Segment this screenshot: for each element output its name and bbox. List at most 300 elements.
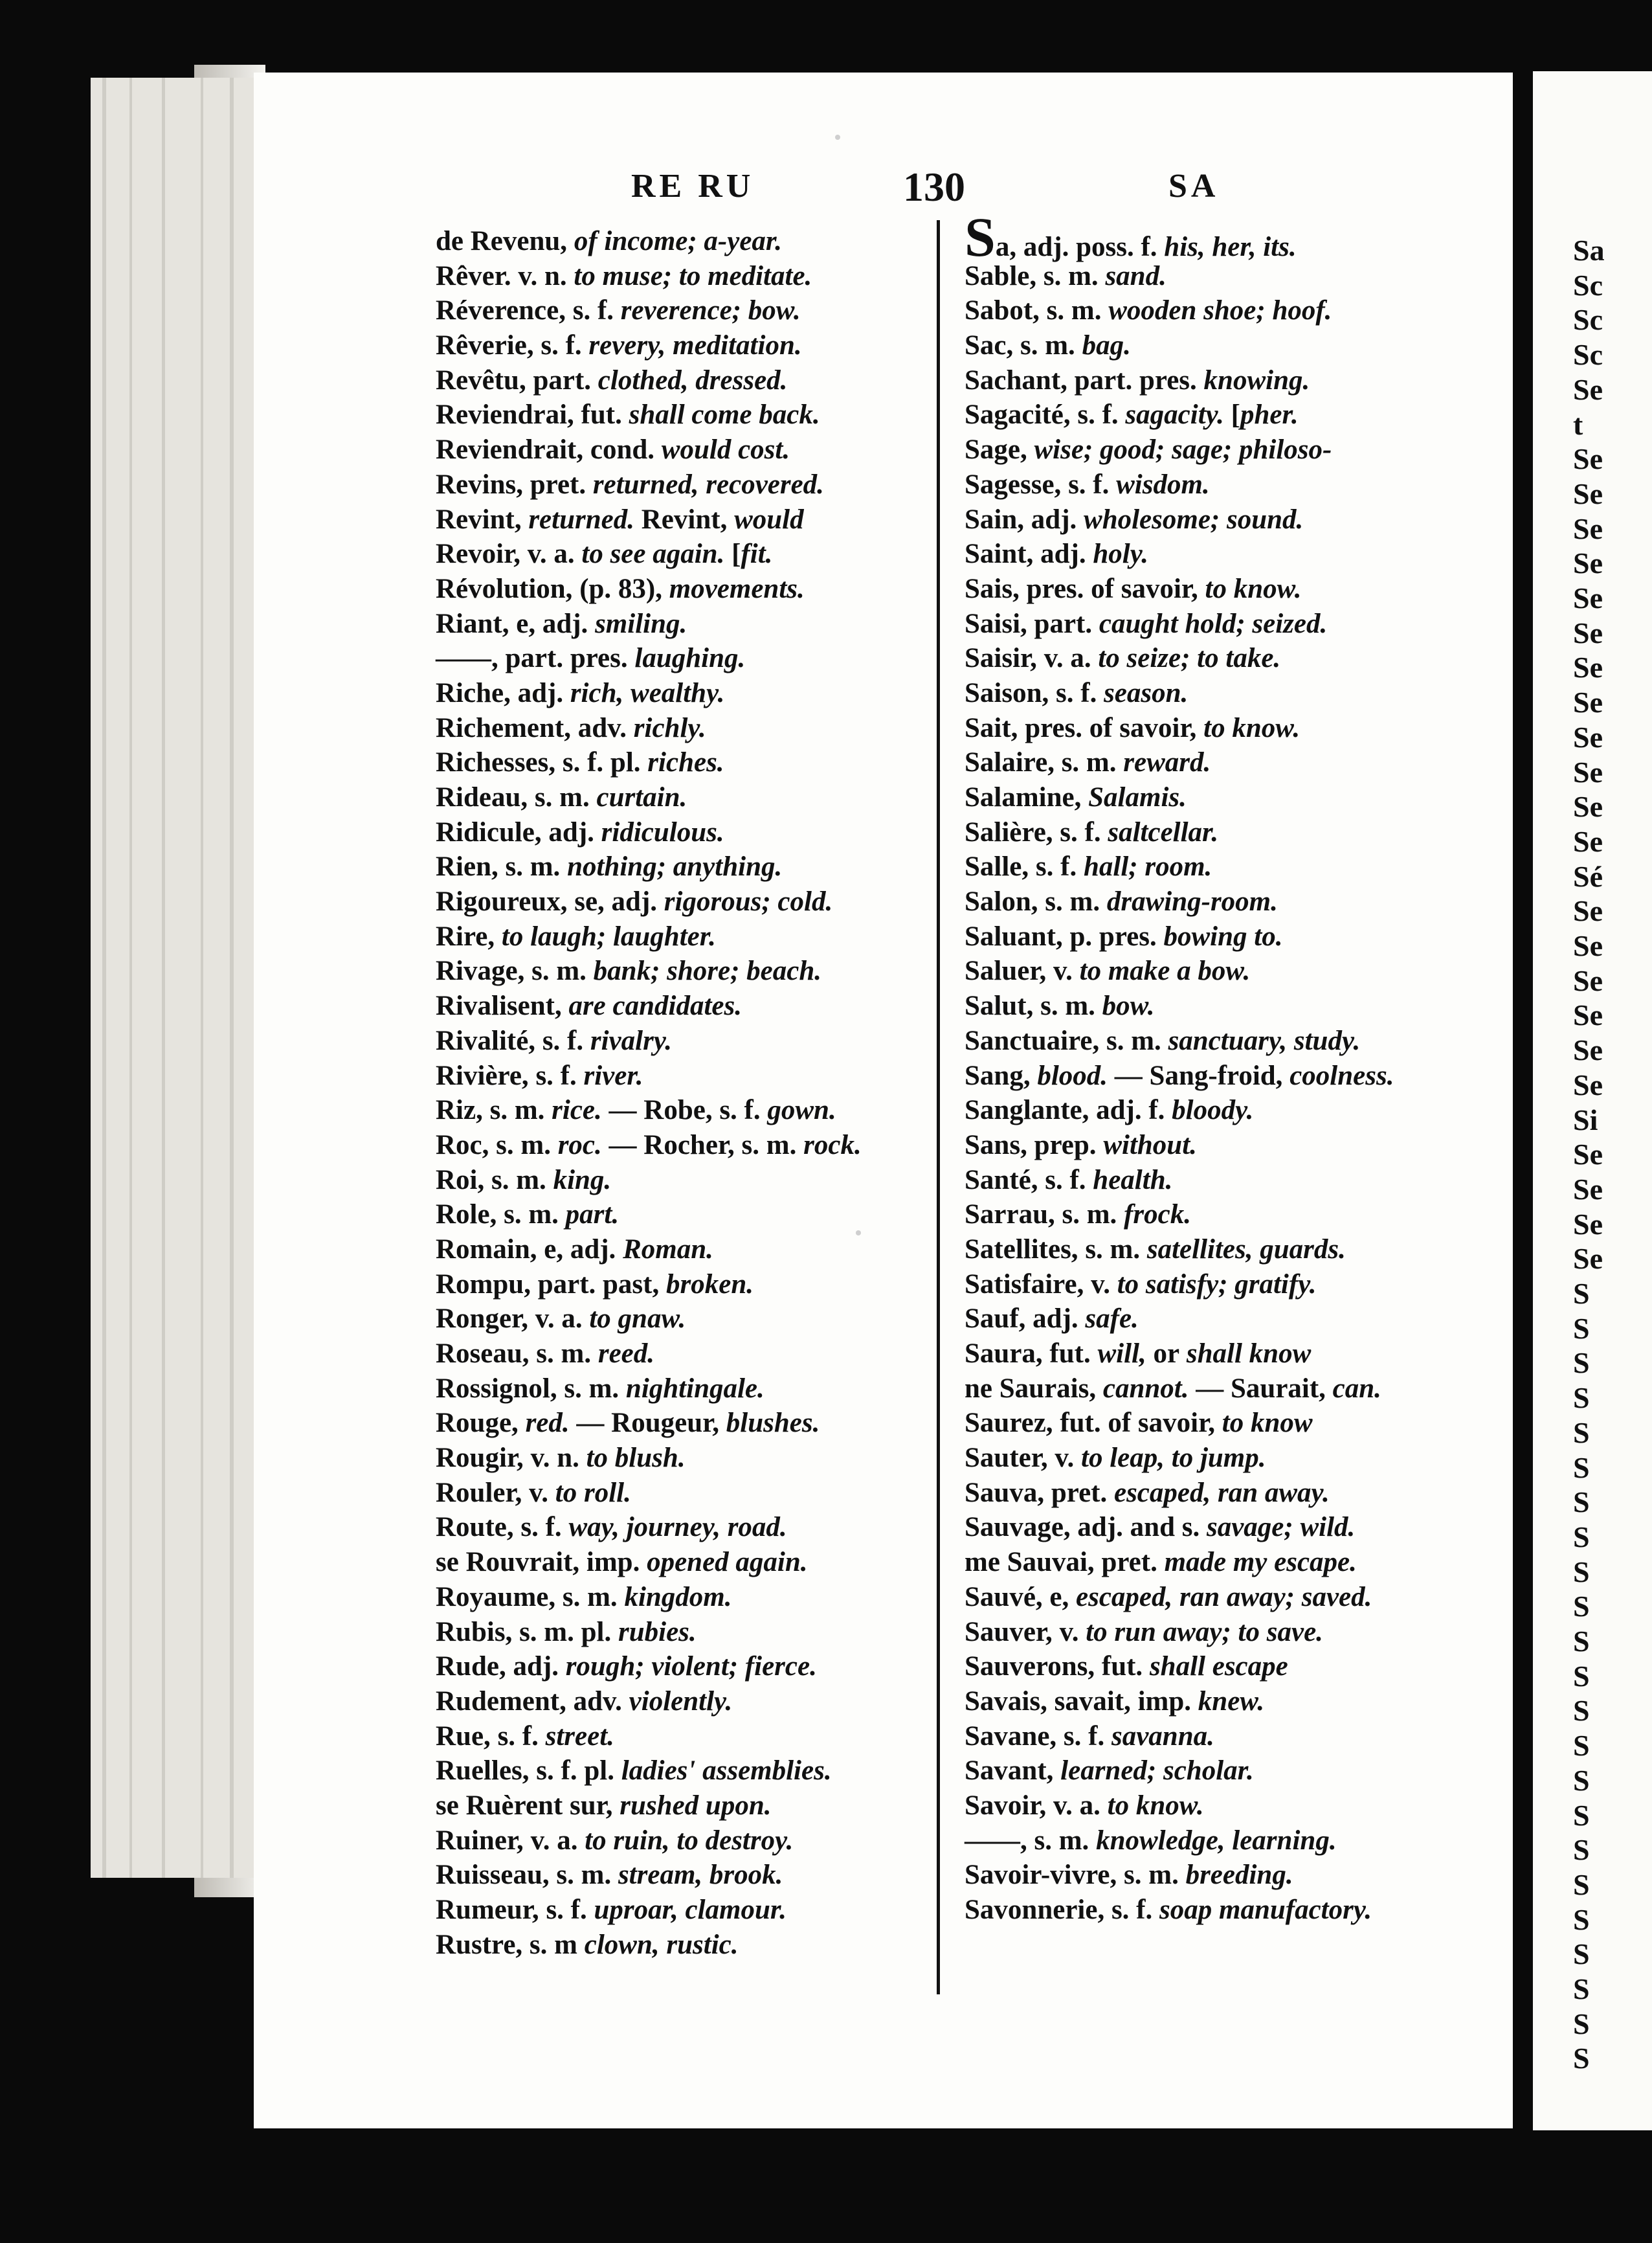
translation: nothing; anything. <box>567 851 783 883</box>
left-column <box>436 224 934 1962</box>
left-column-entry <box>436 328 934 363</box>
translation: to know. <box>1203 712 1300 743</box>
translation: drawing-room. <box>1106 886 1278 918</box>
grammar-note: e, adj. <box>516 608 596 639</box>
grammar-note: s. m. <box>1061 747 1124 778</box>
left-column-entry <box>436 224 934 259</box>
right-column-entry <box>965 780 1463 815</box>
headword: Sable, <box>965 260 1044 291</box>
right-column-entry <box>965 1510 1463 1545</box>
headword-extra: — Saurait, <box>1189 1373 1326 1404</box>
facing-page-fragment: S <box>1573 1798 1590 1832</box>
translation: cannot. <box>1102 1373 1189 1404</box>
headword: Reviendrai, <box>436 400 581 431</box>
headword: Saurez, <box>965 1408 1060 1439</box>
translation: escaped, ran away. <box>1113 1477 1330 1508</box>
facing-page-fragment: S <box>1573 1659 1590 1693</box>
headword: Sarrau, <box>965 1199 1062 1230</box>
right-column-entry <box>965 1580 1463 1615</box>
grammar-note: part. pres. <box>505 643 635 674</box>
right-column-entry <box>965 989 1463 1024</box>
headword-extra: — Robe, s. f. <box>601 1095 761 1126</box>
left-column-entry <box>436 1371 934 1406</box>
grammar-note: s. f. <box>1035 851 1084 883</box>
headword: Sauver, <box>965 1616 1060 1647</box>
translation: ladies' assemblies. <box>621 1755 832 1787</box>
translation: without. <box>1103 1129 1197 1160</box>
left-column-entry <box>436 1545 934 1580</box>
headword: Rivage, <box>436 956 532 987</box>
facing-page-fragment: S <box>1573 1450 1590 1484</box>
headword: Sanglante, <box>965 1095 1097 1126</box>
grammar-note: pret. <box>1051 1477 1114 1508</box>
headword: Salière, <box>965 817 1060 848</box>
facing-page-fragment: S <box>1573 1902 1590 1936</box>
left-column-entry <box>436 954 934 989</box>
grammar-note: pres. of savoir, <box>1026 573 1205 604</box>
translation: returned, recovered. <box>592 469 824 500</box>
headword: Saison, <box>965 677 1056 708</box>
translation: frock. <box>1124 1199 1191 1230</box>
right-column-entry <box>965 1302 1463 1336</box>
headword: Riant, <box>436 608 517 639</box>
translation: would cost. <box>661 434 790 466</box>
headword: Saluer, <box>965 956 1053 987</box>
translation: uproar, clamour. <box>594 1895 787 1925</box>
translation: to laugh; laughter. <box>501 921 716 952</box>
left-column-entry <box>436 502 934 537</box>
headword: Sait, <box>965 712 1025 743</box>
left-column-entry <box>436 1197 934 1232</box>
headword: Saura, <box>965 1338 1050 1369</box>
grammar-note: s. m. <box>491 1164 553 1195</box>
translation: holy. <box>1093 539 1148 570</box>
grammar-note: part. pres. <box>1074 365 1204 396</box>
grammar-note: s. f. <box>1056 677 1104 708</box>
grammar-note: fut. <box>1101 1651 1150 1682</box>
translation: sand. <box>1105 260 1166 291</box>
headword: ——, <box>965 1825 1034 1856</box>
headword: Saluant, <box>965 921 1070 952</box>
left-column-entry <box>436 363 934 398</box>
translation: rushed upon. <box>620 1790 772 1821</box>
left-column-entry <box>436 850 934 885</box>
headword: Roi, <box>436 1164 491 1195</box>
translation: smiling. <box>595 608 687 639</box>
translation: soap manufactory. <box>1159 1895 1372 1925</box>
right-column-entry <box>965 1197 1463 1232</box>
headword: Rouge, <box>436 1408 526 1439</box>
right-column-entry <box>965 1406 1463 1441</box>
translation: savage; wild. <box>1206 1512 1356 1543</box>
grammar-note: adj. <box>1031 504 1084 535</box>
translation: revery, meditation. <box>588 330 802 361</box>
translation: roc. <box>557 1129 602 1160</box>
headword: Salon, <box>965 886 1045 918</box>
facing-page-fragment: Se <box>1573 512 1603 545</box>
right-column-entry <box>965 398 1463 433</box>
headword: Saint, <box>965 539 1041 570</box>
headword: Rustre, <box>436 1929 530 1960</box>
grammar-note: s. f. <box>497 1720 546 1752</box>
grammar-note: s. m. <box>1034 1825 1097 1856</box>
right-column-entry <box>965 537 1463 572</box>
headword: Sain, <box>965 504 1031 535</box>
right-column-entry <box>965 1684 1463 1719</box>
headword: Sans, <box>965 1129 1034 1160</box>
translation: to roll. <box>555 1477 631 1508</box>
translation: clothed, dressed. <box>597 365 788 396</box>
headword: Royaume, <box>436 1581 563 1612</box>
right-column-entry <box>965 1719 1463 1754</box>
headword: Rivalisent, <box>436 991 569 1022</box>
headword: Rue, <box>436 1720 498 1752</box>
left-column-entry <box>436 1858 934 1893</box>
right-column-entry <box>965 363 1463 398</box>
grammar-note: adj. <box>513 1651 566 1682</box>
translation: sagacity. <box>1125 400 1224 431</box>
grammar-note: fut. <box>581 400 629 431</box>
facing-page-fragment: Sa <box>1573 234 1605 267</box>
facing-page-fragment: Se <box>1573 1138 1603 1171</box>
right-column-entry <box>965 1059 1463 1094</box>
headword: Salle, <box>965 851 1036 883</box>
grammar-note: adj. and s. <box>1077 1512 1207 1543</box>
translation: stream, brook. <box>618 1860 783 1891</box>
left-column-entry <box>436 1510 934 1545</box>
column-divider <box>937 220 940 1994</box>
left-column-entry <box>436 1580 934 1615</box>
translation: to satisfy; gratify. <box>1117 1268 1317 1300</box>
book-page-edges <box>91 78 259 1878</box>
facing-page-fragment: Sc <box>1573 303 1603 337</box>
grammar-note: fut. of savoir, <box>1060 1408 1222 1439</box>
facing-page-fragment: Se <box>1573 1172 1603 1206</box>
left-column-entry <box>436 1928 934 1963</box>
translation: bag. <box>1082 330 1131 361</box>
grammar-note: imp. <box>586 1547 647 1578</box>
translation: learned; scholar. <box>1060 1755 1254 1787</box>
grammar-note: v. <box>529 1477 555 1508</box>
translation: rich, wealthy. <box>570 677 725 708</box>
translation: wholesome; sound. <box>1084 504 1304 535</box>
translation: reed. <box>597 1338 655 1369</box>
grammar-note: s. m. <box>1046 295 1109 326</box>
grammar-note: s. f. <box>1060 817 1108 848</box>
headword: Ronger, <box>436 1303 535 1335</box>
translation: his, her, its. <box>1164 232 1297 262</box>
headword: Rêverie, <box>436 330 541 361</box>
grammar-note: s. m. <box>536 1338 598 1369</box>
translation: bow. <box>1102 991 1155 1022</box>
headword: Saisir, <box>965 643 1044 674</box>
left-column-entry <box>436 293 934 328</box>
grammar-note: s. f. pl. <box>536 1755 621 1787</box>
facing-page-fragment: Se <box>1573 755 1603 789</box>
headword-extra: — Sang-froid, <box>1108 1060 1283 1091</box>
translation: kingdom. <box>624 1581 732 1612</box>
grammar-note: s. f. <box>1111 1895 1160 1925</box>
translation: opened again. <box>647 1547 808 1578</box>
headword: Route, <box>436 1512 521 1543</box>
left-column-entry <box>436 537 934 572</box>
grammar-note: pret. <box>530 469 593 500</box>
grammar-note: s. m. <box>1020 330 1082 361</box>
headword: Salut, <box>965 991 1041 1022</box>
translation: savanna. <box>1111 1720 1214 1752</box>
facing-page-fragment: S <box>1573 1625 1590 1658</box>
headword: Roc, <box>436 1129 497 1160</box>
headword: Saisi, <box>965 608 1034 639</box>
right-column-entry <box>965 885 1463 919</box>
grammar-note: v. a. <box>1053 1790 1108 1821</box>
headword: Rivière, <box>436 1060 536 1091</box>
grammar-note: v. <box>1091 1268 1117 1300</box>
grammar-note: fut. <box>1049 1338 1098 1369</box>
left-column-entry <box>436 885 934 919</box>
grammar-note: s. m. <box>1045 886 1107 918</box>
facing-page-fragment: Se <box>1573 964 1603 997</box>
left-column-entry <box>436 815 934 850</box>
facing-page-fragment: S <box>1573 1867 1590 1901</box>
headword: Salamine, <box>965 782 1089 813</box>
right-column-entry <box>965 1893 1463 1928</box>
grammar-note: part. past, <box>537 1268 666 1300</box>
right-column-entry <box>965 206 1463 268</box>
left-column-entry <box>436 1684 934 1719</box>
right-column-entry <box>965 676 1463 711</box>
page-number: 130 <box>903 164 965 210</box>
translation: health. <box>1093 1164 1173 1195</box>
headword-extra: — Rougeur, <box>569 1408 719 1439</box>
right-column-entry <box>965 1232 1463 1267</box>
translation: will, <box>1097 1338 1146 1369</box>
translation: blood. <box>1037 1060 1108 1091</box>
headword: ne Saurais, <box>965 1373 1103 1404</box>
grammar-note: adj. f. <box>1096 1095 1172 1126</box>
grammar-note: pret. <box>1101 1547 1165 1578</box>
headword: Riche, <box>436 677 518 708</box>
grammar-note: s. m. pl. <box>519 1616 618 1647</box>
grammar-note: pres. of savoir, <box>1025 712 1204 743</box>
headword: Revoir, <box>436 539 528 570</box>
facing-page-fragment: Se <box>1573 894 1603 928</box>
grammar-note: p. pres. <box>1069 921 1164 952</box>
grammar-note: s. m. <box>534 782 597 813</box>
grammar-note: adj. <box>548 817 601 848</box>
grammar-note: s. f. <box>1077 400 1126 431</box>
headword: Rossignol, <box>436 1373 564 1404</box>
facing-page-fragment: S <box>1573 1590 1590 1623</box>
facing-page-fragment: S <box>1573 2042 1590 2075</box>
translation: red. <box>525 1408 570 1439</box>
grammar-note: s. m. <box>1085 1234 1147 1265</box>
right-column-entry <box>965 711 1463 746</box>
translation: shall escape <box>1149 1651 1288 1682</box>
translation: reverence; bow. <box>620 295 801 326</box>
facing-page-fragment: Sc <box>1573 268 1603 302</box>
headword: Role, <box>436 1199 504 1230</box>
right-column-entry <box>965 293 1463 328</box>
grammar-note: s. m. <box>1040 991 1102 1022</box>
facing-page-fragment: S <box>1573 1381 1590 1415</box>
headword: Sanctuaire, <box>965 1025 1106 1056</box>
headword: Salaire, <box>965 747 1062 778</box>
translation: sanctuary, study. <box>1168 1025 1361 1056</box>
facing-page-fragment: Si <box>1573 1103 1598 1136</box>
right-column-entry <box>965 1823 1463 1858</box>
translation: way, journey, road. <box>568 1512 787 1543</box>
right-column-entry <box>965 1753 1463 1788</box>
left-column-entry <box>436 1024 934 1059</box>
headword-extra: — Rocher, s. m. <box>601 1129 797 1160</box>
translation: knowing. <box>1203 365 1310 396</box>
right-column-entry <box>965 433 1463 468</box>
facing-page-fragment: Sc <box>1573 338 1603 372</box>
left-column-entry <box>436 1441 934 1476</box>
drop-cap-letter: S <box>965 206 996 268</box>
right-column-entry <box>965 1615 1463 1650</box>
facing-page-fragment: S <box>1573 1763 1590 1797</box>
headword: Rideau, <box>436 782 535 813</box>
right-column-entry <box>965 815 1463 850</box>
facing-page-fragment: S <box>1573 1520 1590 1553</box>
translation: richly. <box>633 712 706 743</box>
headword: Sauvage, <box>965 1512 1078 1543</box>
facing-page-fragment: Se <box>1573 1242 1603 1276</box>
translation: hall; room. <box>1083 851 1212 883</box>
left-column-entry <box>436 1476 934 1511</box>
facing-page-edge <box>1533 71 1652 2130</box>
grammar-note: adv. <box>577 712 634 743</box>
facing-page-fragment: Se <box>1573 547 1603 580</box>
headword: Ridicule, <box>436 817 549 848</box>
grammar-note: s. m. <box>1106 1025 1168 1056</box>
translation: to ruin, to destroy. <box>585 1825 794 1856</box>
translation: of income; a-year. <box>574 226 783 256</box>
grammar-note: s. m. <box>1043 260 1106 291</box>
facing-page-fragment: S <box>1573 1415 1590 1449</box>
translation: laughing. <box>634 643 746 674</box>
headword-extra: [ <box>1223 400 1240 431</box>
grammar-note: v. <box>1053 956 1080 987</box>
translation: safe. <box>1085 1303 1139 1335</box>
translation: returned. <box>528 504 634 535</box>
right-column-entry <box>965 328 1463 363</box>
running-head-left: RE RU <box>631 168 755 205</box>
headword: Sauter, <box>965 1443 1055 1474</box>
right-column-entry <box>965 1336 1463 1371</box>
translation: rivalry. <box>590 1025 673 1056</box>
right-column-entry <box>965 259 1463 294</box>
headword: Reviendrait, <box>436 434 590 466</box>
headword: Sauvé, <box>965 1581 1050 1612</box>
translation: street. <box>545 1720 614 1752</box>
translation: escaped, ran away; saved. <box>1076 1581 1372 1612</box>
translation: to muse; to meditate. <box>574 260 812 291</box>
grammar-note: s. f. <box>520 1512 569 1543</box>
grammar-note: s. m <box>529 1929 585 1960</box>
left-column-entry <box>436 259 934 294</box>
grammar-note: part. <box>1034 608 1099 639</box>
left-column-entry <box>436 745 934 780</box>
translation: to know <box>1222 1408 1313 1439</box>
grammar-note: v. a. <box>535 1303 590 1335</box>
right-column-entry <box>965 1128 1463 1163</box>
translation-extra: gown. <box>760 1095 836 1126</box>
grammar-note: adv. <box>573 1685 629 1717</box>
facing-page-fragment: Se <box>1573 1033 1603 1067</box>
translation: to see again. <box>581 539 725 570</box>
right-column-entry <box>965 954 1463 989</box>
facing-page-fragment: S <box>1573 1555 1590 1588</box>
left-column-entry <box>436 398 934 433</box>
headword: a, <box>995 232 1023 262</box>
translation: bowing to. <box>1163 921 1283 952</box>
translation: to gnaw. <box>589 1303 686 1335</box>
grammar-note: cond. <box>590 434 662 466</box>
headword: Sauf, <box>965 1303 1033 1335</box>
headword-extra: Revint, <box>634 504 728 535</box>
translation: wooden shoe; hoof. <box>1108 295 1332 326</box>
grammar-note: s. f. <box>542 1025 590 1056</box>
left-column-entry <box>436 641 934 676</box>
right-column-entry <box>965 1545 1463 1580</box>
grammar-note: adj. <box>517 677 570 708</box>
translation: satellites, guards. <box>1146 1234 1346 1265</box>
grammar-note: v. a. <box>527 539 582 570</box>
facing-page-fragment: S <box>1573 1346 1590 1380</box>
left-column-entry <box>436 1788 934 1823</box>
facing-page-fragment: Se <box>1573 372 1603 406</box>
headword: Sachant, <box>965 365 1075 396</box>
headword: Ruiner, <box>436 1825 531 1856</box>
headword: Ruelles, <box>436 1755 537 1787</box>
translation: curtain. <box>596 782 687 813</box>
headword: de Revenu, <box>436 226 574 256</box>
left-column-entry <box>436 1336 934 1371</box>
grammar-note: s. f. pl. <box>562 747 648 778</box>
headword: Sauverons, <box>965 1651 1102 1682</box>
headword: Sauva, <box>965 1477 1051 1508</box>
headword: se Rouvrait, <box>436 1547 586 1578</box>
grammar-note: s. f. <box>1045 1164 1093 1195</box>
facing-page-fragment: Se <box>1573 477 1603 510</box>
headword: Satisfaire, <box>965 1268 1091 1300</box>
headword: Sais, <box>965 573 1027 604</box>
left-column-entry <box>436 1163 934 1198</box>
running-head-right: SA <box>1168 168 1220 205</box>
grammar-note: prep. <box>1034 1129 1104 1160</box>
translation: reward. <box>1123 747 1211 778</box>
headword: Rumeur, <box>436 1895 546 1925</box>
headword: Satellites, <box>965 1234 1086 1265</box>
grammar-note: s. f. <box>1068 469 1117 500</box>
translation: nightingale. <box>625 1373 765 1404</box>
right-column-entry <box>965 1093 1463 1128</box>
left-column-entry <box>436 1753 934 1788</box>
translation: knew. <box>1198 1685 1265 1717</box>
left-column-entry <box>436 607 934 642</box>
headword: Savoir, <box>965 1790 1053 1821</box>
left-column-entry <box>436 1893 934 1928</box>
left-column-entry <box>436 572 934 607</box>
facing-page-fragment: Se <box>1573 442 1603 476</box>
right-column-entry <box>965 745 1463 780</box>
facing-page-fragment: S <box>1573 1729 1590 1763</box>
right-column-entry <box>965 641 1463 676</box>
grammar-note: s. m. <box>496 1129 558 1160</box>
